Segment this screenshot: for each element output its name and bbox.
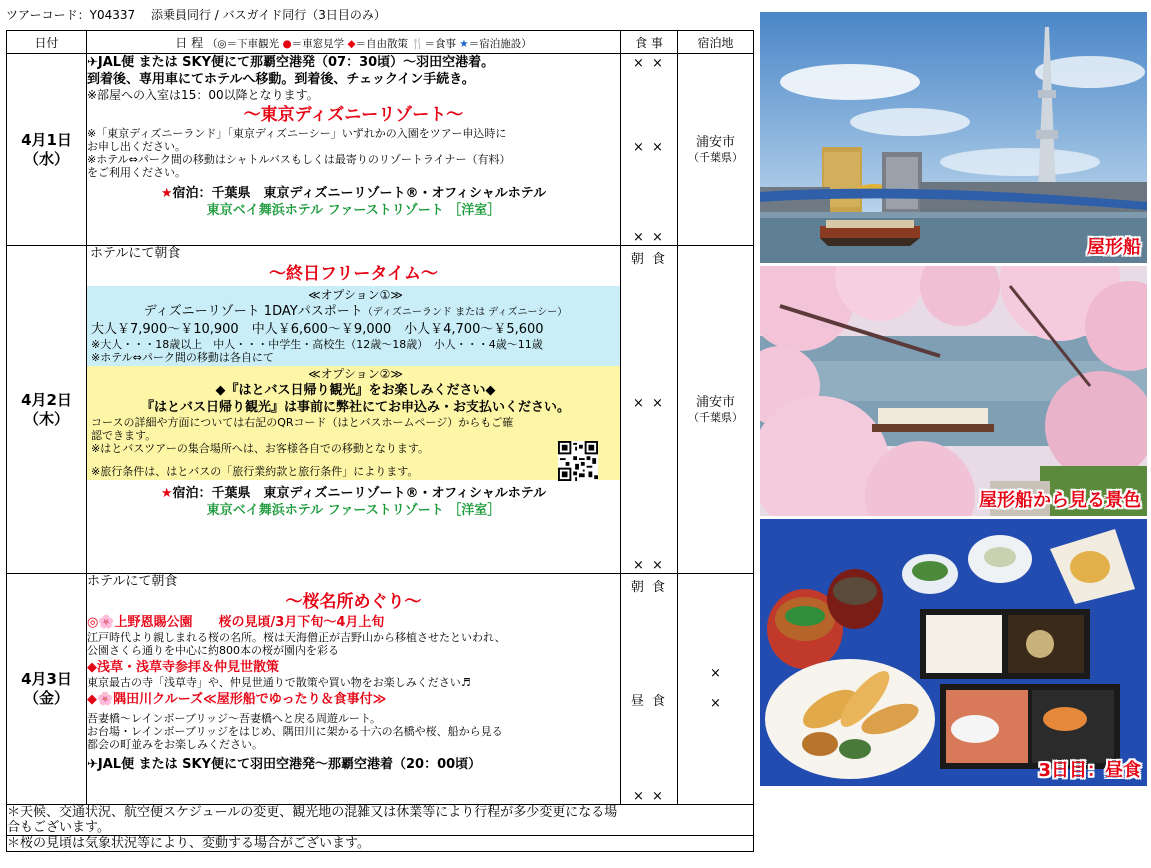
spot-description: 江戸時代より親しまれる桜の名所。桜は天海僧正が吉野山から移植させたといわれ、 bbox=[87, 631, 506, 644]
itinerary-table bbox=[6, 30, 754, 852]
photo-yakatabune bbox=[760, 12, 1147, 263]
option-headline: ◆『はとバス日帰り観光』をお楽しみください◆ bbox=[215, 383, 496, 398]
photo-caption: 屋形船 bbox=[1087, 237, 1141, 258]
hotel-name: 東京ベイ舞浜ホテル ファーストリゾート ［洋室］ bbox=[206, 503, 501, 518]
spot-sumida-cruise: ◆🌸隅田川クルーズ≪屋形船でゆったり＆食事付≫ bbox=[87, 692, 387, 707]
table-header-row bbox=[7, 31, 754, 54]
option-title: ≪オプション①≫ bbox=[308, 288, 403, 302]
spot-ueno: ◎🌸上野恩賜公園 桜の見頃/3月下旬～4月上旬 bbox=[87, 615, 385, 630]
footer-note-2: ＊桜の見頃は気象状況等により、変動する場合がございます。 bbox=[7, 836, 754, 852]
note: ※ホテル⇔パーク間の移動はシャトルバスもしくは最寄りのリゾートライナー（有料） bbox=[87, 153, 511, 166]
schedule-cell bbox=[87, 54, 621, 246]
stay-cell: × × bbox=[678, 574, 754, 805]
breakfast-line: ホテルにて朝食 bbox=[87, 574, 178, 589]
spot-description: 東京最古の寺「浅草寺」や、仲見世通りで散策や買い物をお楽しみください♬ bbox=[87, 676, 471, 689]
spot-description: 都会の町並みをお楽しみください。 bbox=[87, 738, 263, 751]
note: 認できます。 bbox=[91, 429, 157, 442]
footer-row bbox=[7, 836, 754, 852]
star-icon: ★ bbox=[160, 486, 173, 501]
hotel-line: ★宿泊：千葉県 東京ディズニーリゾート®・オフィシャルホテル bbox=[160, 186, 547, 201]
spot-description: 吾妻橋～レインボーブリッジ～吾妻橋へと戻る周遊ルート。 bbox=[87, 712, 382, 725]
tour-code-header: ツアーコード：Y04337 添乗員同行 / バスガイド同行（3日目のみ） bbox=[6, 8, 386, 22]
qr-code-icon[interactable] bbox=[558, 441, 598, 481]
date-cell: 4月3日 （金） bbox=[7, 574, 87, 805]
day-row-1 bbox=[7, 54, 754, 246]
stay-cell: 浦安市 （千葉県） bbox=[678, 54, 754, 246]
breakfast-line: ホテルにて朝食 bbox=[90, 246, 181, 261]
hotel-name: 東京ベイ舞浜ホテル ファーストリゾート ［洋室］ bbox=[206, 203, 501, 218]
note: ※部屋への入室は15：00以降となります。 bbox=[87, 88, 319, 102]
photo-sakura-view bbox=[760, 266, 1147, 516]
drive-by-icon: ● bbox=[282, 37, 292, 50]
option-2-box bbox=[87, 366, 620, 480]
pass-line: ディズニーリゾート 1DAYパスポート（ディズニーランド または ディズニーシー） bbox=[143, 304, 568, 319]
day-row-2 bbox=[7, 246, 754, 574]
note: をご利用ください。 bbox=[87, 166, 186, 179]
note: ※旅行条件は、はとバスの「旅行業約款と旅行条件」によります。 bbox=[91, 465, 419, 478]
day-title: ～東京ディズニーリゾート～ bbox=[243, 105, 464, 125]
hotel-line: ★宿泊：千葉県 東京ディズニーリゾート®・オフィシャルホテル bbox=[160, 486, 547, 501]
option-line: 『はとバス日帰り観光』は事前に弊社にてお申込み・お支払いください。 bbox=[140, 400, 570, 415]
photo-caption: 3日目：昼食 bbox=[1038, 760, 1141, 781]
lunch-image bbox=[760, 519, 1147, 786]
schedule-cell bbox=[87, 246, 621, 574]
schedule-cell bbox=[87, 574, 621, 805]
day-row-3 bbox=[7, 574, 754, 805]
legend: （◎＝下車観光 ●＝車窓見学 ◆＝自由散策 🍴＝食事 ★＝宿泊施設） bbox=[206, 37, 532, 50]
note: ※ホテル⇔パーク間の移動は各自にて bbox=[91, 351, 274, 364]
photo-lunch bbox=[760, 519, 1147, 786]
column-header-schedule bbox=[87, 31, 621, 54]
schedule-label: 日 程 bbox=[175, 35, 204, 50]
photo-caption: 屋形船から見る景色 bbox=[979, 490, 1141, 511]
spot-description: 公園さくら通りを中心に約800本の桜が園内を彩る bbox=[87, 644, 339, 657]
flight-line: ✈JAL便 または SKY便にて那覇空港発（07：30頃）～羽田空港着。 bbox=[87, 55, 495, 70]
skytree-river-image bbox=[760, 12, 1147, 263]
column-header-meals: 食 事 bbox=[621, 31, 678, 54]
date-cell: 4月1日 （水） bbox=[7, 54, 87, 246]
star-icon: ★ bbox=[160, 186, 173, 201]
meal-cell: 朝 食 × × × × bbox=[621, 246, 678, 574]
stay-cell: 浦安市 （千葉県） bbox=[678, 246, 754, 574]
day-title: ～終日フリータイム～ bbox=[269, 264, 438, 284]
column-header-date: 日付 bbox=[7, 31, 87, 54]
star-icon: ★ bbox=[459, 37, 469, 50]
spot-asakusa: ◆浅草・浅草寺参拝＆仲見世散策 bbox=[87, 660, 279, 675]
option-1-box bbox=[87, 286, 620, 366]
flight-line: ✈JAL便 または SKY便にて羽田空港発～那覇空港着（20：00頃） bbox=[87, 757, 482, 772]
date-cell: 4月2日 （木） bbox=[7, 246, 87, 574]
note: ※大人・・・18歳以上 中人・・・中学生・高校生（12歳～18歳） 小人・・・4歳～11歳 bbox=[91, 338, 543, 351]
sakura-river-image bbox=[760, 266, 1147, 516]
option-title: ≪オプション②≫ bbox=[308, 367, 403, 381]
diamond-icon: ◆ bbox=[347, 37, 356, 50]
meal-cell: 朝 食 昼 食 × × bbox=[621, 574, 678, 805]
note: ※はとバスツアーの集合場所へは、お客様各自での移動となります。 bbox=[91, 442, 430, 455]
footer-note-1: ＊天候、交通状況、航空便スケジュールの変更、観光地の混雑又は休業等により行程が多少変更になる場 合もございます。 bbox=[7, 805, 754, 836]
column-header-stay: 宿泊地 bbox=[678, 31, 754, 54]
fork-knife-icon: 🍴 bbox=[411, 37, 425, 50]
note: ※「東京ディズニーランド」「東京ディズニーシー」いずれかの入園をツアー申込時に bbox=[87, 127, 507, 140]
note: コースの詳細や方面については右記のQRコード（はとバスホームページ）からもご確 bbox=[91, 416, 514, 429]
note: お申し出ください。 bbox=[87, 140, 186, 153]
spot-description: お台場・レインボーブリッジをはじめ、隅田川に架かる十六の名橋や桜、船から見る bbox=[87, 725, 503, 738]
day-title: ～桜名所めぐり～ bbox=[285, 592, 422, 612]
meal-cell: × × × × × × bbox=[621, 54, 678, 246]
transfer-line: 到着後、専用車にてホテルへ移動。到着後、チェックイン手続き。 bbox=[87, 72, 475, 87]
price-line: 大人￥7,900～￥10,900 中人￥6,600～￥9,000 小人￥4,700～￥5,600 bbox=[91, 322, 544, 337]
footer-row bbox=[7, 805, 754, 836]
